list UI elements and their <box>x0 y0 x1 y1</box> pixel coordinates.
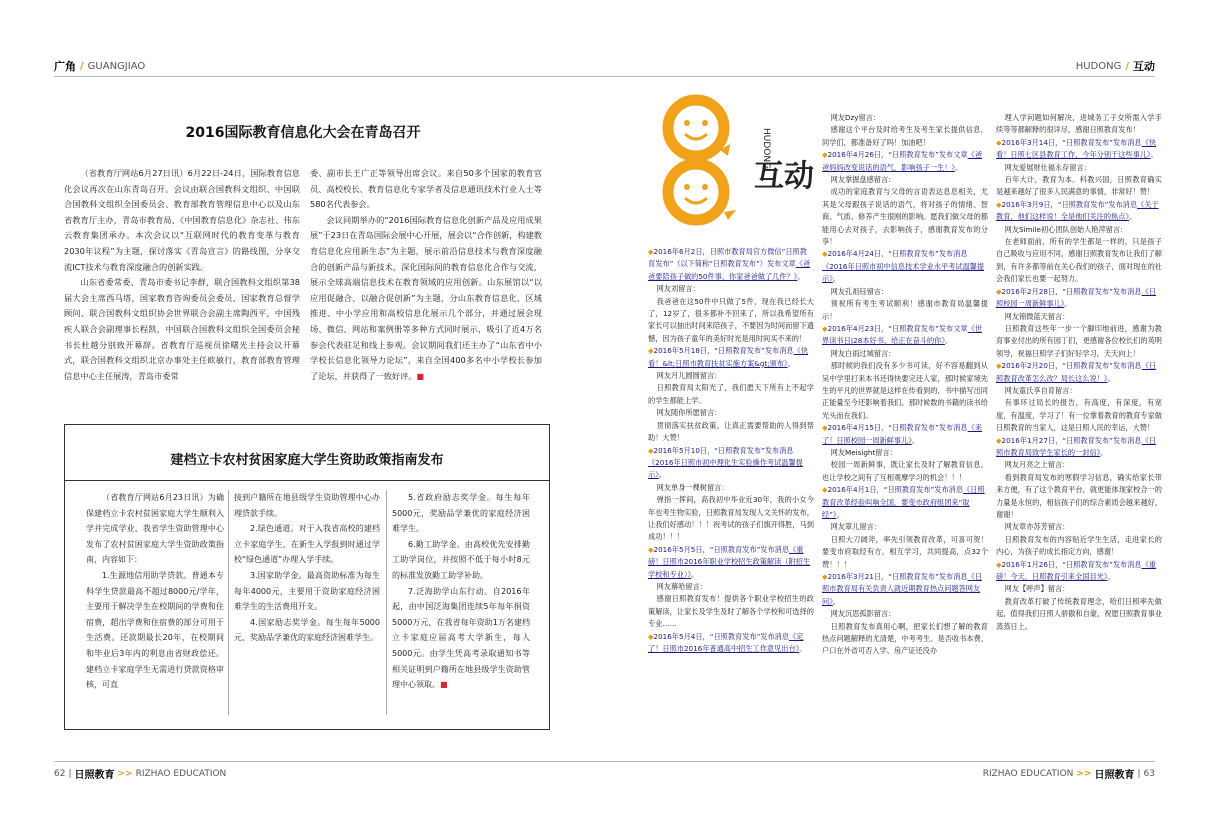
post-title-link[interactable]: 《关于教育，他们这样说！全是他们关注的焦点》 <box>996 199 1159 222</box>
logo-text-1: 互动 <box>754 159 814 194</box>
post-title-link[interactable]: 《快看！日照七区县教育工作，今年分别干这些事儿》 <box>996 137 1157 160</box>
article2-paragraph: 7.泛海助学山东行动。自2016年起，由中国泛海集团连续5年每年捐资5000万元，在我省每年资助1万名建档立卡家庭应届高考大学新生，每人5000元。由学生凭高考录取通知书等相关证明到户籍所在地县级学生资助管理中心领取。■ <box>392 586 530 690</box>
article1-column-1 <box>64 166 300 416</box>
brand-en: RIZHAO EDUCATION <box>982 768 1074 779</box>
comment-text: 我爸爸在这50件中只做了5件，现在我已经长大了，12岁了，很多都补不回来了，所以我希望所有家长可以抽出时间来陪孩子，不要因为时间而留下遗憾，因为孩子童年的美好时光是用时间买不来的！ <box>648 296 814 343</box>
commenter-name: 网友翠儿留言： <box>830 522 881 532</box>
commenter-name: 网友月亮之上留言： <box>1004 460 1070 470</box>
commenter-name: 网友单身一棵树留言： <box>656 482 729 492</box>
logo-text-en: HUDONG <box>761 128 771 170</box>
box-divider <box>64 480 550 481</box>
brand-logo: 日照教育 <box>1094 770 1135 781</box>
messages-column-3 <box>996 112 1162 728</box>
comment-text: 教育改革打破了传统教育理念，哈们日照率先做起，值得我们日照人骄傲和自豪，祝愿日照教育事业蒸蒸日上。 <box>996 596 1162 631</box>
post-title-link[interactable]: 《2016年日照市初中理化生实验操作考试温馨提示》 <box>648 457 803 480</box>
message-post: ◆2016年3月14日，“日照教育发布”发布消息《快看！日照七区县教育工作，今年分别干这些事儿》。 <box>996 137 1158 160</box>
page-number: 63 <box>1143 768 1155 779</box>
comment-text: 百年大计，教育为本。科教兴国，日照教育确实是越来越好了很多人民满意的事情，非常好！赞！ <box>996 175 1162 197</box>
message-post: ◆2016年5月5日，“日照教育发布”发布消息《重磅！日照市2016年职业学校招生政策解读（附招生学校和专业）》。 <box>648 544 811 579</box>
end-mark-icon: ■ <box>416 371 425 381</box>
commenter-name: 网友童氏享自育留言： <box>1004 385 1077 395</box>
post-title-link[interactable]: 《世界读书日|28本好书，给正在奋斗的你》 <box>822 323 983 346</box>
post-title-link[interactable]: 《爸爸妈妈改变说话的语气，影响孩子一生！》 <box>822 150 983 172</box>
article2-column-3 <box>392 490 530 715</box>
message-post: ◆2016年5月18日，“日照教育发布”发布消息《快看！&lt;日照市教育扶贫实施方案&gt;颁布》。 <box>648 346 809 368</box>
article2-paragraph: 4.国家励志奖学金。每生每年5000元，奖励品学兼优的家庭经济困难学生。 <box>234 617 380 643</box>
comment-text: 预祝所有考生考试顺利！感谢市教育局温馨提示！ <box>822 299 988 321</box>
article2-paragraph: 6.勤工助学金。由高校优先安排勤工助学岗位，并按照不低于每小时8元的标准发放勤工助学补助。 <box>392 539 530 580</box>
post-title-link[interactable]: 《快看！&lt;日照市教育扶贫实施方案&gt;颁布》 <box>648 346 809 368</box>
page-number: 62 <box>54 768 66 779</box>
message-post: ◆2016年4月26日，“日照教育发布”发布文章《爸爸妈妈改变说话的语气，影响孩子一生！》。 <box>822 150 983 172</box>
commenter-name: 网友【呼声】留言： <box>1004 584 1070 594</box>
message-post: ◆2016年3月9日，“日照教育发布”发布消息《关于教育，他们这样说！全是他们关注的焦点》。 <box>996 199 1159 222</box>
comment-text: 日照教育这些年一步一个脚印地前进，感谢为教育事业付出的所有园丁们，更感谢各位校长们的英明领导，祝福日照学子们好好学习，天天向上！ <box>996 323 1162 358</box>
article2-paragraph: 接到户籍所在地县级学生资助管理中心办理贷款手续。 <box>234 493 380 518</box>
article2-title: 建档立卡农村贫困家庭大学生资助政策指南发布 <box>170 453 444 468</box>
article2-paragraph: （省教育厅网站6月23日讯）为确保建档立卡农村贫困家庭大学生顺利入学并完成学业，我省学生资助管理中心发布了农村贫困家庭大学生资助政策指南，内容如下： <box>86 493 224 565</box>
post-title-link[interactable]: 《重磅！今天，日照教育引来全国目光》 <box>996 559 1157 582</box>
commenter-name: 网友Meisight留言： <box>830 447 897 457</box>
comment-text: 日照教育局太阳光了，我们愿天下所有上不起学的学生都能上学。 <box>648 383 814 405</box>
article2-paragraph: 1.生源地信用助学贷款。普通本专科学生贷款最高不超过8000元/学年，主要用于解决学生在校期间的学费和住宿费，超出学费和住宿费的部分可用于生活费。还款期最长20年，在校期间和毕业后3年内的利息由省财政偿还。建档立卡家庭学生无需进行贷款资格审核，可直 <box>86 570 224 690</box>
section-name-cn: 互动 <box>1133 60 1155 73</box>
commenter-name: 网友锦微蓝天留言： <box>1004 311 1070 321</box>
comment-text: 成功的家庭教育与父母的言语表达息息相关，尤其是父母跟孩子说话的语气，将对孩子的情绪、智商、气质、修养产生很刚的影响。愿我们做父母的都能用心去对孩子，去影响孩子，感谢教育发布的分享！ <box>822 187 988 247</box>
comment-text: 日照大刀阔斧，率先引领教育改革，可喜可贺！要变市府取经有方，相互学习，共同提高，点32个赞！！！ <box>822 534 988 569</box>
message-post: ◆2016年1月26日，“日照教育发布”发布消息《重磅！今天，日照教育引来全国目光》。 <box>996 559 1157 582</box>
commenter-name: 网友白雨过城留言： <box>830 348 896 358</box>
article2-paragraph: 3.国家助学金。最高资助标准为每生每年4000元，主要用于资助家庭经济困难学生的生活费用开支。 <box>234 570 380 612</box>
brand-en: RIZHAO EDUCATION <box>135 768 227 779</box>
comment-text: 日照教育发布真用心啊，把家长们想了解的教育热点问题解释的尤清楚，中考考生、是否收书本费、户口在外省可否入学、房产证还没办 <box>822 621 988 656</box>
article1-paragraph: 山东省委常委、青岛市委书记李群，联合国教科文组织第38届大会主席西马塔，国家教育咨询委员会委员、国家教育总督学顾问、联合国教科文组织协会世界联合会副主席陶西平，中国残疾人联合会副理事长程凯，中国联合国教科文组织全国委员会秘书长杜越分别致开幕辞。省教育厅巡视员徐曙光主持会议开幕式，联合国教科文组织北京办事处主任欧敏行，教育部教育管理信息中心主任展涛，青岛市委常 <box>64 277 300 381</box>
left-page <box>0 0 604 826</box>
comment-text: 在老师面前，所有的学生都是一样的，只是孩子自己吸收与应用不同，感谢日照教育发布让我们了解到，有许多都等前在关心我们的孩子，面对现在的社会我们家长也要一起努力。 <box>996 237 1162 284</box>
comment-text: 感谢这个平台及时给考生及考生家长提供信息，同学们，都准备好了吗！加油吧！ <box>822 125 988 147</box>
message-post: ◆2016年2月20日，“日照教育发布”发布消息《日照教育改革怎么改？局长这么说！》。 <box>996 361 1157 383</box>
commenter-name: 网友沉思孤影留言： <box>830 609 896 619</box>
message-post: ◆2016年5月4日，“日照教育发布”发布消息《定了！日照市2016年普通高中招生工作意见出台》。 <box>648 631 807 653</box>
column-rule <box>386 490 387 715</box>
post-title-link[interactable]: 《来了！日照校园一周新鲜事儿》 <box>822 423 983 445</box>
article1-paragraph: 委、副市长王广正等领导出席会议。来自50多个国家的教育官员、高校校长、教育信息化专家学者及信息通讯技术行业人士等580名代表参会。 <box>310 168 542 210</box>
section-header-right: HUDONG / 互动 <box>1075 60 1155 73</box>
section-name-en: HUDONG <box>1075 60 1122 72</box>
message-post: ◆2016年4月24日，“日照教育发布”发布消息《2016年日照市初中信息技术学业水平考试温馨提示》。 <box>822 249 985 284</box>
comment-text: 日照教育发布的内容贴近学生生活，走进家长的内心，为孩子的成长指定方向，感谢！ <box>996 534 1162 557</box>
brand-logo: 日照教育 <box>74 770 115 781</box>
message-post: ◆2016年5月10日，“日照教育发布”发布消息《2016年日照市初中理化生实验操作考试温馨提示》。 <box>648 445 803 480</box>
post-title-link[interactable]: 《日照教育改革怎么改？局长这么说！》 <box>996 361 1157 383</box>
post-title-link[interactable]: 《重磅！日照市2016年职业学校招生政策解读（附招生学校和专业）》 <box>648 544 811 579</box>
commenter-name: 网友Dzy留言： <box>830 113 881 122</box>
post-title-link[interactable]: 《爸爸要陪孩子做的50件事，你家爸爸做了几件？》 <box>648 259 811 281</box>
article2-paragraph: 2.绿色通道。对于入我省高校的建档立卡家庭学生，在新生入学报到时通过学校“绿色通道”办理入学手续。 <box>234 524 380 565</box>
footer-divider <box>54 761 604 762</box>
commenter-name: 网友月儿圆圆留言： <box>656 371 722 381</box>
footer-divider <box>604 761 1155 762</box>
column-rule <box>228 490 229 715</box>
header-divider <box>604 76 1155 77</box>
article1-paragraph: 会议同期举办的“2016国际教育信息化创新产品及应用成果展”于23日在青岛国际会展中心开展，展会以“合作创新，构建教育信息化应用新生态”为主题，展示前沿信息技术与教育深度融合的创新产品与新技术，深化国际间的教育信息化合作与交流，展示全球高端信息技术在教育领域的应用创新。山东展馆以“以应用促融合、以融合促创新”为主题，分山东教育信息化、区域推进、中小学应用和高校信息化展示几个部分，并通过展会现场、微信、网站和案例册等多种方式同时展示，吸引了近4万名参会代表驻足和线上参观。会议期间我们还主办了“山东省中小学校长信息化领导力论坛”，来自全国400多名中小学校长参加了论坛，并获得了一致好评。■ <box>310 214 542 381</box>
commenter-name: 网友幕哈留言： <box>656 581 707 591</box>
comment-text: 有事环过局长的报告，有高度，有深度，有宽度，有温度，学习了！有一位掌着教育的教育专家做日照教育的当家人，这是日照人民的幸运，大赞！ <box>996 398 1162 433</box>
comment-text: 理入学问题如何解决，进城务工子女所需入学手续等等都解释的很详尽，感谢日照教育发布！ <box>996 113 1162 135</box>
post-title-link[interactable]: 《日照市教育局致学生家长的一封信》 <box>996 435 1157 457</box>
commenter-name: 网友爱展财仕福永存留言： <box>1004 162 1091 172</box>
comment-text: 感谢日照教育发布！提供各个职业学校招生的政策解读，让家长及学生及时了解各个学校和可选择的专业…… <box>648 594 814 629</box>
section-name-cn: 广角 <box>54 60 76 73</box>
header-divider <box>54 76 604 77</box>
footer-right: RIZHAO EDUCATION >> 日照教育 | 63 <box>983 766 1155 781</box>
article2-column-2 <box>234 490 380 715</box>
section-name-en: GUANGJIAO <box>87 60 146 72</box>
footer-left: 62 | 日照教育 >> RIZHAO EDUCATION <box>54 766 226 781</box>
comment-text: 弹指一挥间，高我初中毕业近30年，我的小女今年也考生物实验，日照教育局发现人文关怀的发布，让我们好感动！！！祝考试的孩子们旗开得胜，马到成功！！！ <box>648 495 814 542</box>
comment-text: 校园一周新鲜事，既让家长及时了解教育信息，也让学校之间有了互相观摩学习的机会！！！ <box>822 460 988 482</box>
article1-paragraph: （省教育厅网站6月27日讯）6月22日-24日，国际教育信息化会议再次在山东青岛召开。会议由联合国教科文组织、中国联合国教科文组织全国委员会、教育部教育管理信息中心以及山东省教育厅主办，青岛市教育局、《中国教育信息化》杂志社、伟东云教育集团承办。本次会议以“互联网时代的教育变革与教育2030年议程”为主题，探讨落实《青岛宣言》的路线图，分享交流ICT技术与教育深度融合的创新实践。 <box>64 168 300 272</box>
article1-column-2 <box>310 166 542 416</box>
commenter-name: 网友孔祖钰留言： <box>830 286 889 296</box>
post-title-link[interactable]: 《日照市教育局有关负责人就近期教育热点问题答网友问》 <box>822 572 983 606</box>
article1-title: 2016国际教育信息化大会在青岛召开 <box>185 125 421 141</box>
commenter-name: 网友掌握盘感留言： <box>830 175 896 185</box>
message-post: ◆2016年4月15日，“日照教育发布”发布消息《来了！日照校园一周新鲜事儿》。 <box>822 423 983 445</box>
commenter-name: 网友随你所愿留言： <box>656 408 722 418</box>
messages-column-2 <box>822 112 988 728</box>
message-post: ◆2016年4月1日，“日照教育发布”发布消息《日照教育改革经验叫响全国，要变市政府组团来“取经”》。 <box>822 485 985 519</box>
end-mark-icon: ■ <box>440 680 448 690</box>
message-post: ◆2016年1月27日，“日照教育发布”发布消息《日照市教育局致学生家长的一封信》。 <box>996 435 1157 457</box>
message-post: ◆2016年3月21日，“日照教育发布”发布消息《日照市教育局有关负责人就近期教育热点问题答网友问》。 <box>822 572 983 606</box>
post-title-link[interactable]: 《2016年日照市初中信息技术学业水平考试温馨提示》 <box>822 261 985 284</box>
message-post: ◆2016年6月2日，日照市教育局官方微信“日照教育发布”（以下简称“日照教育发布”）发布文章《爸爸要陪孩子做的50件事，你家爸爸做了几件？》。 <box>648 247 811 281</box>
comment-text: 贯彻落实扶贫政策，让真正需要帮助的人得到帮助！大赞！ <box>648 420 814 443</box>
commenter-name: 网友Simile初心团队创始人艳萍留言： <box>1004 224 1128 234</box>
comment-text: 那时候的我们没有多少书可读，好不容易翻到从吴中学里打来本书还得快要完还人家，那时候家境先生的平凡的世界就是这样在传看到的，书中描写出同正能量至今还影响着我们。那时候数的书籍的读书给光头而在我们。 <box>822 361 988 420</box>
article2-column-1 <box>86 490 224 715</box>
post-title-link[interactable]: 《定了！日照市2016年普通高中招生工作意见出台》 <box>648 631 804 653</box>
post-title-link[interactable]: 《日照校园一周新鲜事儿》 <box>996 286 1157 309</box>
hudong-logo-icon <box>658 88 814 238</box>
section-header-left: 广角 / GUANGJIAO <box>54 60 146 73</box>
comment-text: 看到教育局发布的寒假学习信息，确实给家长带来方便，有了这个教育平台，就更能体现家校合一的力量是永恒的，相信孩子们的综合素质会越来越好，谢谢！ <box>996 472 1162 519</box>
post-title-link[interactable]: 《日照教育改革经验叫响全国，要变市政府组团来“取经”》 <box>822 485 985 519</box>
messages-column-1 <box>648 246 814 726</box>
article2-paragraph: 5.省政府励志奖学金。每生每年5000元，奖励品学兼优的家庭经济困难学生。 <box>392 493 530 534</box>
message-post: ◆2016年2月28日，“日照教育发布”发布消息《日照校园一周新鲜事儿》。 <box>996 286 1157 309</box>
commenter-name: 网友刘留言： <box>656 284 700 294</box>
message-post: ◆2016年4月23日，“日照教育发布”发布文章《世界读书日|28本好书，给正在奋斗的你》。 <box>822 323 983 346</box>
commenter-name: 网友章亦苏芳留言： <box>1004 522 1070 532</box>
